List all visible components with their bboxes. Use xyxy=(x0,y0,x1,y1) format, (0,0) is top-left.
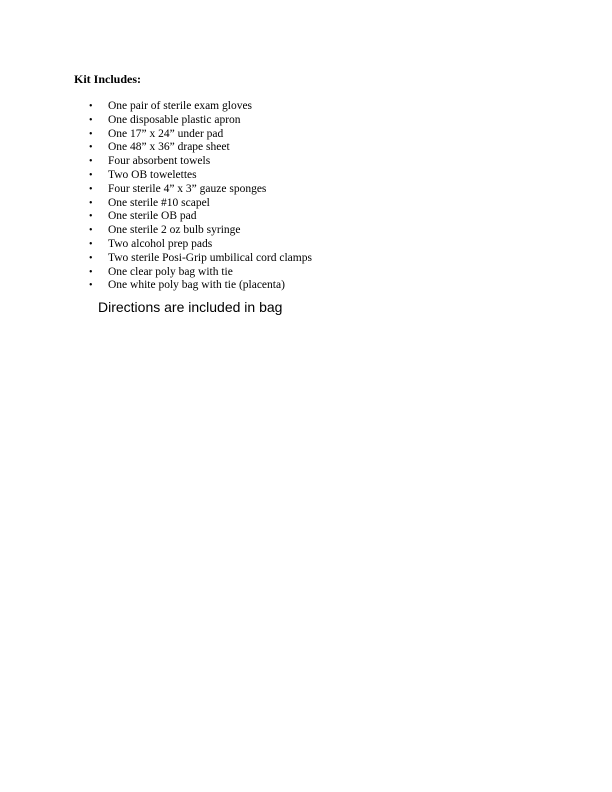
list-item-text: Two alcohol prep pads xyxy=(108,237,213,250)
list-item-text: One sterile OB pad xyxy=(108,210,197,223)
list-item-text: One 48” x 36” drape sheet xyxy=(108,141,230,154)
list-item-text: One pair of sterile exam gloves xyxy=(108,100,253,112)
bullet-icon: • xyxy=(89,211,93,223)
bullet-icon: • xyxy=(89,183,93,195)
list-item-text: One disposable plastic apron xyxy=(108,113,241,126)
bullet-icon: • xyxy=(89,128,93,140)
list-item-text: Two sterile Posi-Grip umbilical cord clamps xyxy=(108,251,312,264)
bullet-icon: • xyxy=(89,225,93,237)
bullet-icon: • xyxy=(89,280,93,292)
bullet-icon: • xyxy=(89,169,93,181)
list-item-text: One white poly bag with tie (placenta) xyxy=(108,279,285,292)
list-item-text: One 17” x 24” under pad xyxy=(108,127,224,140)
bullet-icon: • xyxy=(89,252,93,264)
bullet-icon: • xyxy=(89,266,93,278)
bullet-icon: • xyxy=(89,114,93,126)
bullet-icon: • xyxy=(89,197,93,209)
bullet-icon: • xyxy=(89,238,93,250)
directions-note: Directions are included in bag xyxy=(98,299,283,315)
list-item-text: Four sterile 4” x 3” gauze sponges xyxy=(108,182,267,195)
list-item-text: One clear poly bag with tie xyxy=(108,265,233,278)
list-item-text: Four absorbent towels xyxy=(108,155,211,168)
bullet-icon: • xyxy=(89,101,93,112)
list-item-text: One sterile #10 scapel xyxy=(108,196,210,209)
bullet-icon: • xyxy=(89,156,93,168)
bullet-icon: • xyxy=(89,142,93,154)
list-item-text: One sterile 2 oz bulb syringe xyxy=(108,224,241,237)
kit-includes-heading: Kit Includes: xyxy=(74,72,142,86)
list-item-text: Two OB towelettes xyxy=(108,168,197,181)
